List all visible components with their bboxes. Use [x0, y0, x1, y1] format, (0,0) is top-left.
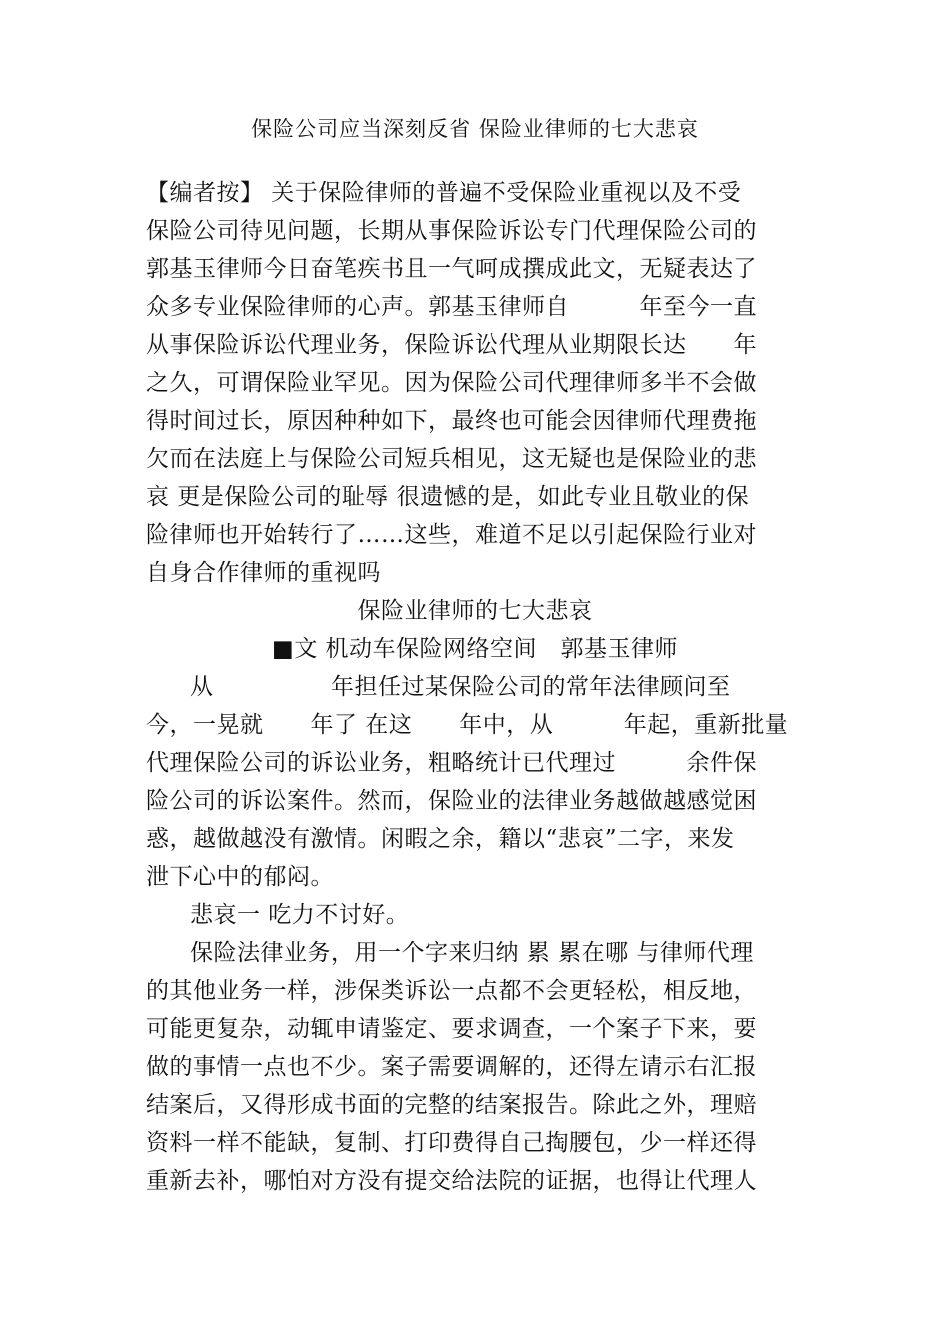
section-line: 重新去补，哪怕对方没有提交给法院的证据，也得让代理人 — [146, 1168, 757, 1194]
section-heading: 悲哀一 吃力不讨好。 — [190, 902, 410, 928]
editor-note-line: 之久，可谓保险业罕见。因为保险公司代理律师多半不会做 — [146, 370, 757, 396]
editor-note-line: 自身合作律师的重视吗 — [146, 560, 381, 586]
editor-note-line: 【编者按】 关于保险律师的普遍不受保险业重视以及不受 — [146, 180, 742, 206]
intro-line: 从 年担任过某保险公司的常年法律顾问至 — [190, 674, 731, 700]
editor-note-line: 险律师也开始转行了……这些，难道不足以引起保险行业对 — [146, 522, 757, 548]
editor-note-line: 郭基玉律师今日奋笔疾书且一气呵成撰成此文，无疑表达了 — [146, 256, 757, 282]
intro-line: 泄下心中的郁闷。 — [146, 864, 334, 890]
article-byline: ■文 机动车保险网络空间 郭基玉律师 — [271, 636, 679, 662]
section-line: 的其他业务一样，涉保类诉讼一点都不会更轻松，相反地， — [146, 978, 757, 1004]
editor-note-line: 得时间过长，原因种种如下，最终也可能会因律师代理费拖 — [146, 408, 757, 434]
editor-note-line: 众多专业保险律师的心声。郭基玉律师自 年至今一直 — [146, 294, 757, 320]
intro-line: 惑，越做越没有激情。闲暇之余，籍以“悲哀”二字，来发 — [146, 826, 735, 852]
editor-note-line: 哀 更是保险公司的耻辱 很遗憾的是，如此专业且敬业的保 — [146, 484, 750, 510]
section-line: 资料一样不能缺，复制、打印费得自己掏腰包，少一样还得 — [146, 1130, 757, 1156]
intro-line: 代理保险公司的诉讼业务，粗略统计已代理过 余件保 — [146, 750, 757, 776]
intro-line: 险公司的诉讼案件。然而，保险业的法律业务越做越感觉困 — [146, 788, 757, 814]
editor-note-line: 欠而在法庭上与保险公司短兵相见，这无疑也是保险业的悲 — [146, 446, 757, 472]
section-line: 做的事情一点也不少。案子需要调解的，还得左请示右汇报 — [146, 1054, 757, 1080]
document-title: 保险公司应当深刻反省 保险业律师的七大悲哀 — [251, 117, 699, 141]
editor-note-line: 保险公司待见问题，长期从事保险诉讼专门代理保险公司的 — [146, 218, 757, 244]
intro-line: 今，一晃就 年了 在这 年中，从 年起，重新批量 — [146, 712, 789, 738]
editor-note-line: 从事保险诉讼代理业务，保险诉讼代理从业期限长达 年 — [146, 332, 757, 358]
article-subtitle: 保险业律师的七大悲哀 — [357, 598, 593, 624]
section-line: 可能更复杂，动辄申请鉴定、要求调查，一个案子下来，要 — [146, 1016, 757, 1042]
section-line: 保险法律业务，用一个字来归纳 累 累在哪 与律师代理 — [190, 940, 754, 966]
section-line: 结案后，又得形成书面的完整的结案报告。除此之外，理赔 — [146, 1092, 757, 1118]
